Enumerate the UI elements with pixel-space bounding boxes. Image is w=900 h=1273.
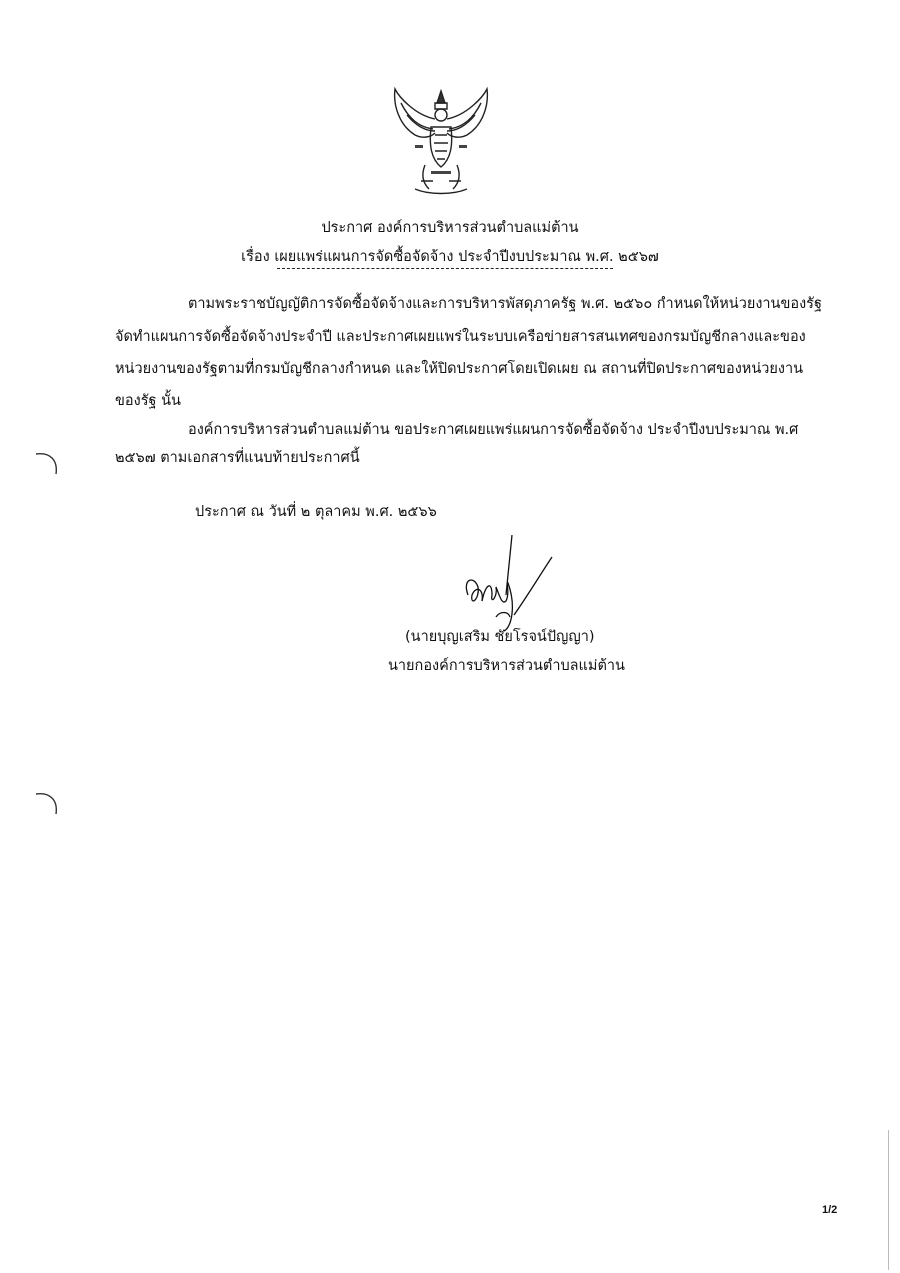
garuda-emblem-icon <box>385 85 497 197</box>
signatory-position: นายกองค์การบริหารส่วนตำบลแม่ต้าน <box>388 658 625 674</box>
paragraph-1-line-3: หน่วยงานของรัฐตามที่กรมบัญชีกลางกำหนด และให้ปิดประกาศโดยเปิดเผย ณ สถานที่ปิดประกาศของหน่วยงาน <box>115 361 804 377</box>
scan-edge-line <box>888 1130 891 1270</box>
page-number: 1/2 <box>822 1204 838 1216</box>
paragraph-1-line-4: ของรัฐ นั้น <box>115 393 181 409</box>
signatory-name: (นายบุญเสริม ชัยโรจน์ปัญญา) <box>405 629 595 645</box>
paragraph-2-line-1: องค์การบริหารส่วนตำบลแม่ต้าน ขอประกาศเผยแพร่แผนการจัดซื้อจัดจ้าง ประจำปีงบประมาณ พ.ศ <box>188 422 799 438</box>
subject-title: เรื่อง เผยแพร่แผนการจัดซื้อจัดจ้าง ประจำปีงบประมาณ พ.ศ. ๒๕๖๗ <box>241 249 659 265</box>
binder-hole-mark <box>32 790 62 820</box>
binder-hole-mark <box>32 450 62 480</box>
title-divider <box>277 268 613 269</box>
paragraph-1-line-2: จัดทำแผนการจัดซื้อจัดจ้างประจำปี และประกาศเผยแพร่ในระบบเครือข่ายสารสนเทศของกรมบัญชีกลางและของ <box>115 329 806 345</box>
date-line: ประกาศ ณ วันที่ ๒ ตุลาคม พ.ศ. ๒๕๖๖ <box>195 504 437 520</box>
announcement-title: ประกาศ องค์การบริหารส่วนตำบลแม่ต้าน <box>321 220 579 236</box>
handwritten-signature <box>460 535 560 635</box>
paragraph-2-line-2: ๒๕๖๗ ตามเอกสารที่แนบท้ายประกาศนี้ <box>115 450 360 466</box>
paragraph-1-line-1: ตามพระราชบัญญัติการจัดซื้อจัดจ้างและการบริหารพัสดุภาครัฐ พ.ศ. ๒๕๖๐ กำหนดให้หน่วยงานของรัฐ <box>188 296 822 312</box>
